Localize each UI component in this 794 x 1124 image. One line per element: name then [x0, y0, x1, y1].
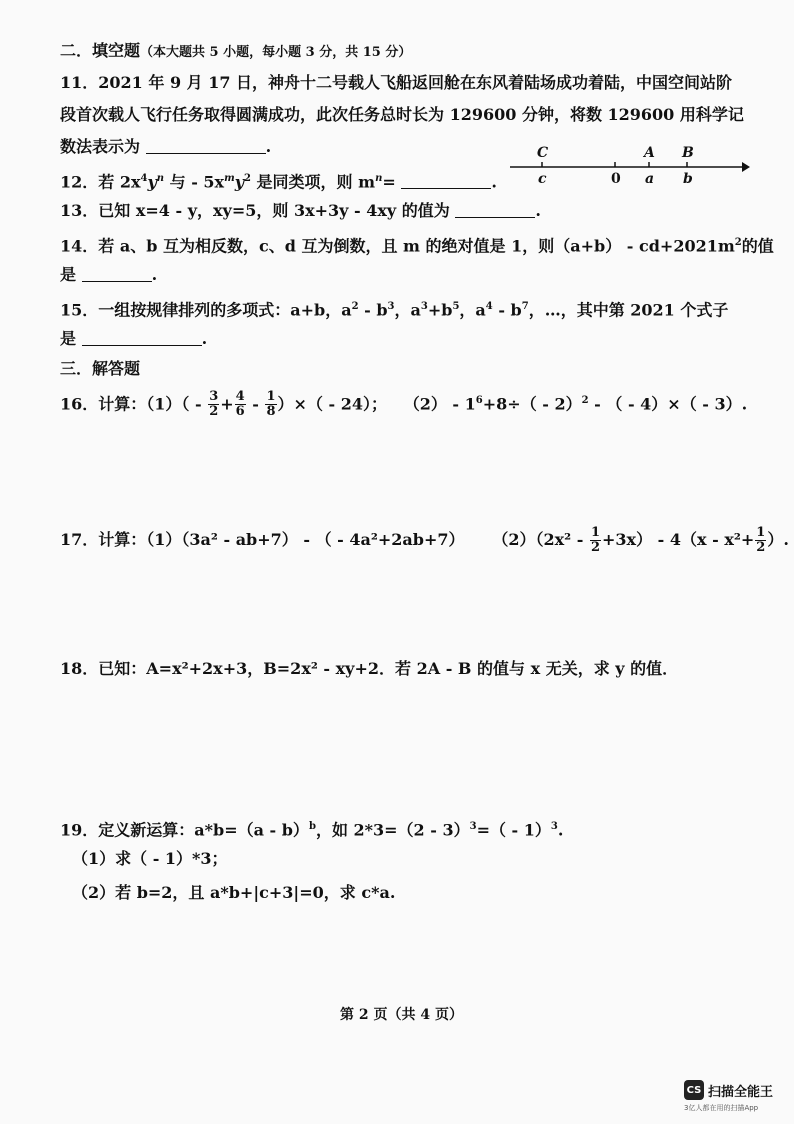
q16-label: 16．计算：（1）（ - — [60, 394, 202, 414]
q16-line: 16．计算：（1）（ - $\frac{3}{2}$ + $\frac{4}{6}$ - $\frac{1}{8}$ ）×（ - 24）； $(2) - 1^6+8\div( - 2)^2$ - （ - 4）×（ - 3）. — [60, 389, 748, 420]
fraction: $\frac{4}{6}$ — [235, 389, 245, 420]
point-label-lower: c — [538, 171, 547, 187]
answer-blank[interactable] — [82, 265, 152, 282]
q11-line1: 11．2021 年 9 月 17 日，神舟十二号载人飞船返回舱在东风着陆场成功着陆，中国空间站阶 — [60, 73, 733, 92]
watermark-name: 扫描全能王 — [708, 1084, 774, 1100]
section-note: （本大题共 5 小题，每小题 3 分，共 15 分） — [140, 45, 412, 60]
fraction: $\frac{1}{2}$ — [756, 525, 766, 555]
q17-part1: 17．计算：（1）（3a² - ab+7） - （ - 4a²+2ab+7） — [60, 530, 465, 549]
answer-blank[interactable] — [455, 201, 535, 218]
fraction: $\frac{3}{2}$ — [209, 389, 219, 420]
q17-part2-mid: +3x） - 4（x - x²+ — [602, 530, 755, 549]
scanner-watermark — [684, 1080, 773, 1100]
q14-line1-text: 14．若 a、b 互为相反数，c、d 互为倒数，且 m 的绝对值是 1，则（a+b） - cd+2021m — [60, 236, 735, 256]
q11-line2: 段首次载人飞行任务取得圆满成功，此次任务总时长为 129600 分钟，将数 129600 用科学记 — [60, 105, 744, 124]
q12-suffix: 是同类项，则 m — [256, 172, 376, 192]
point-label-lower: a — [645, 171, 655, 187]
q15-line2-text: 是 — [60, 329, 77, 348]
q14-line2-text: 是 — [60, 265, 77, 284]
fraction: $\frac{1}{8}$ — [266, 389, 276, 420]
q11-line3: 数法表示为 . — [60, 137, 272, 156]
q19-line1-rest: ，如 2*3=（2 - 3） — [315, 820, 470, 840]
q15-line1-text: 15．一组按规律排列的多项式：a+b，a — [60, 300, 352, 320]
point-label-upper: C — [537, 145, 549, 161]
q14-line1: 14．若 a、b 互为相反数，c、d 互为倒数，且 m 的绝对值是 1，则$(a+b) - cd+2021m^2$的值 — [60, 236, 774, 256]
point-label-lower: 0 — [611, 171, 621, 187]
q14-line2: 是 . — [60, 265, 158, 284]
q16-part1-end: ）×（ - 24）； — [277, 394, 387, 414]
q15-line1-rest: ，…，其中第 2021 个式子 — [528, 300, 729, 320]
cs-logo-icon: CS — [684, 1080, 704, 1100]
q17-part2-end: ）. — [767, 530, 789, 549]
q19-sub1: （1）求（ - 1）*3； — [72, 849, 228, 868]
q17-line — [60, 526, 789, 555]
answer-blank[interactable] — [401, 172, 491, 189]
q12-prefix: 12．若 2x — [60, 172, 141, 192]
q12-mid: 与 - 5x — [169, 172, 225, 192]
q19-sub2: （2）若 b=2，且 a*b+|c+3|=0，求 c*a. — [72, 883, 396, 902]
q16-part2: （2） - 1 — [403, 394, 476, 414]
point-label-upper: B — [682, 145, 694, 161]
q16-part2-end: - （ - 4）×（ - 3）. — [588, 394, 748, 414]
answer-blank[interactable] — [146, 137, 266, 154]
point-label-lower: b — [683, 171, 693, 187]
section-title: 二．填空题 — [60, 41, 141, 60]
q11-line3-text: 数法表示为 — [60, 137, 141, 156]
q15-line2: 是 . — [60, 329, 208, 348]
q17-part2-start: （2）（2x² - — [492, 530, 584, 549]
q14-line1-end: 的值 — [741, 236, 774, 256]
section-2-heading — [60, 40, 411, 64]
q18-line: 18．已知：A=x²+2x+3，B=2x² - xy+2．若 2A - B 的值与 x 无关，求 y 的值． — [60, 659, 679, 678]
q16-part2-rest: +8÷（ - 2） — [482, 394, 582, 414]
q19-line1: 19．定义新运算：a*b=（a - b）$^b$，如 2*3=（2 - 3）$^3$=（ - 1）$^3$. — [60, 820, 564, 840]
q12-line: 12．若 $2x^4y^n$ 与 - $5x^my^2$ 是同类项，则 $m^n=$ . — [60, 172, 497, 192]
page-footer: 第 2 页（共 4 页） — [340, 1007, 463, 1023]
fraction: $\frac{1}{2}$ — [590, 525, 601, 555]
point-label-upper: A — [644, 145, 655, 161]
number-line — [510, 145, 750, 195]
section-3-heading: 三．解答题 — [60, 359, 141, 378]
answer-blank[interactable] — [82, 329, 202, 346]
q19-line1-text: 19．定义新运算：a*b=（a - b） — [60, 820, 309, 840]
q15-line1: 15．一组按规律排列的多项式：a+b，$a^2 - b^3$，$a^3+b^5$，$a^4 - b^7$，…，其中第 2021 个式子 — [60, 300, 729, 320]
q13-line: 13．已知 x=4 - y，xy=5，则 3x+3y - 4xy 的值为 . — [60, 201, 541, 220]
watermark-subtitle: 3亿人都在用的扫描App — [684, 1104, 759, 1112]
q12-eq: = — [382, 172, 396, 192]
q19-line1-end: =（ - 1） — [476, 820, 551, 840]
q13-text: 13．已知 x=4 - y，xy=5，则 3x+3y - 4xy 的值为 — [60, 201, 450, 220]
